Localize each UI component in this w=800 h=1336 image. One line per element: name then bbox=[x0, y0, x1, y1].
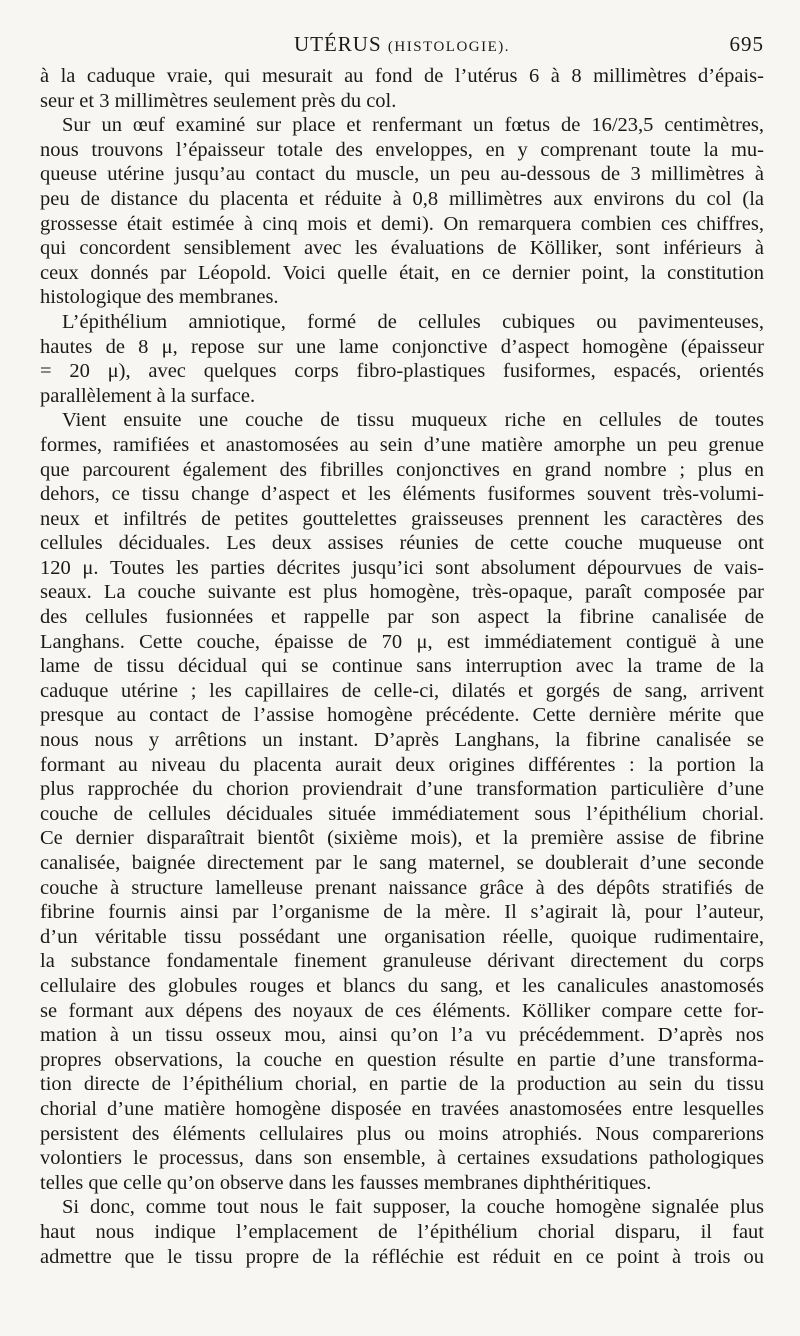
text-line: chorial d’une matière homogène disposée en travées anastomosées entre lesquelles bbox=[40, 1097, 764, 1120]
text-line: seur et 3 millimètres seulement près du col. bbox=[40, 89, 397, 112]
text-line: la substance fondamentale finement granuleuse dérivant directement du corps bbox=[40, 950, 764, 973]
text-line: presque au contact de l’assise homogène précédente. Cette dernière mérite que bbox=[40, 704, 764, 727]
text-line: Ce dernier disparaîtrait bientôt (sixième mois), et la première assise de fibrine bbox=[40, 827, 764, 850]
text-line: couche de cellules déciduales située immédiatement sous l’épithélium chorial. bbox=[40, 802, 764, 825]
text-line: 120 μ. Toutes les parties décrites jusqu’ici sont absolument dépourvues de vais- bbox=[40, 556, 764, 579]
text-line: formes, ramifiées et anastomosées au sein d’une matière amorphe un peu grenue bbox=[40, 433, 764, 456]
text-line: grossesse était estimée à cinq mois et demi). On remarquera combien ces chiffres, bbox=[40, 212, 764, 235]
text-line: persistent des éléments cellulaires plus ou moins atrophiés. Nous comparerions bbox=[40, 1122, 764, 1145]
text-line: dehors, ce tissu change d’aspect et les éléments fusiformes souvent très-volumi- bbox=[40, 483, 764, 506]
running-title-sub: (HISTOLOGIE). bbox=[387, 39, 511, 55]
running-title bbox=[40, 32, 764, 57]
text-line: = 20 μ), avec quelques corps fibro-plastiques fusiformes, espacés, orientés bbox=[40, 360, 764, 383]
paragraph bbox=[40, 113, 764, 310]
text-line: couche à structure lamelleuse prenant naissance grâce à des dépôts stratifiés de bbox=[40, 876, 764, 899]
text-line: neux et infiltrés de petites gouttelettes graisseuses prennent les caractères des bbox=[40, 507, 764, 530]
text-line: nous trouvons l’épaisseur totale des enveloppes, en y comprenant toute la mu- bbox=[40, 138, 764, 161]
text-line: cellules déciduales. Les deux assises réunies de cette couche muqueuse ont bbox=[40, 532, 764, 555]
text-line: haut nous indique l’emplacement de l’épithélium chorial disparu, il faut bbox=[40, 1220, 764, 1243]
text-line: à la caduque vraie, qui mesurait au fond de l’utérus 6 à 8 millimètres d’épais- bbox=[40, 65, 764, 87]
text-line: nous nous y arrêtions un instant. D’après Langhans, la fibrine canalisée se bbox=[40, 729, 764, 752]
text-line: ceux donnés par Léopold. Voici quelle était, en ce dernier point, la constitution bbox=[40, 261, 764, 284]
text-line: canalisée, baignée directement par le sang maternel, se doublerait d’une seconde bbox=[40, 852, 764, 874]
text-line: propres observations, la couche en question résulte en partie d’une transforma- bbox=[40, 1048, 764, 1071]
text-line: formant au niveau du placenta aurait deux origines différentes : la portion la bbox=[40, 753, 764, 776]
document-page bbox=[40, 28, 764, 1269]
text-line: lame de tissu décidual qui se continue sans interruption avec la trame de la bbox=[40, 655, 764, 678]
text-line: tion directe de l’épithélium chorial, en partie de la production au sein du tissu bbox=[40, 1073, 764, 1096]
paragraph bbox=[40, 408, 764, 1195]
page-number: 695 bbox=[729, 32, 764, 56]
text-line: queuse utérine jusqu’au contact du muscle, un peu au-dessous de 3 millimètres à bbox=[40, 163, 764, 186]
text-line: Si donc, comme tout nous le fait supposer, la couche homogène signalée plus bbox=[62, 1196, 764, 1219]
paragraph bbox=[40, 1195, 764, 1269]
text-line: L’épithélium amniotique, formé de cellules cubiques ou pavimenteuses, bbox=[62, 310, 764, 333]
text-line: Vient ensuite une couche de tissu muqueux riche en cellules de toutes bbox=[62, 409, 764, 432]
paragraph bbox=[40, 310, 764, 408]
text-line: caduque utérine ; les capillaires de celle-ci, dilatés et gorgés de sang, arrivent bbox=[40, 679, 764, 702]
text-line: seaux. La couche suivante est plus homogène, très-opaque, paraît composée par bbox=[40, 581, 764, 604]
text-line: parallèlement à la surface. bbox=[40, 384, 256, 407]
text-line: telles que celle qu’on observe dans les fausses membranes diphthéritiques. bbox=[40, 1171, 652, 1194]
text-line: que parcourent également des fibrilles conjonctives en grand nombre ; plus en bbox=[40, 458, 764, 481]
text-line: Sur un œuf examiné sur place et renfermant un fœtus de 16/23,5 centimètres, bbox=[62, 114, 764, 137]
text-line: des cellules fusionnées et rappelle par son aspect la fibrine canalisée de bbox=[40, 606, 764, 629]
text-line: histologique des membranes. bbox=[40, 286, 279, 309]
text-line: cellulaire des globules rouges et blancs du sang, et les canalicules anastomosés bbox=[40, 974, 764, 997]
text-body bbox=[40, 64, 764, 1269]
text-line: peu de distance du placenta et réduite à 0,8 millimètres aux environs du col (la bbox=[40, 187, 764, 210]
text-line: plus rapprochée du chorion proviendrait d’une transformation particulière d’une bbox=[40, 778, 764, 801]
text-line: Langhans. Cette couche, épaisse de 70 μ, est immédiatement contiguë à une bbox=[40, 630, 764, 653]
text-line: admettre que le tissu propre de la réfléchie est réduit en ce point à trois ou bbox=[40, 1245, 764, 1268]
text-line: hautes de 8 μ, repose sur une lame conjonctive d’aspect homogène (épaisseur bbox=[40, 335, 764, 358]
text-line: mation à un tissu osseux mou, ainsi qu’on l’a vu précédemment. D’après nos bbox=[40, 1024, 764, 1047]
text-line: d’un véritable tissu possédant une organisation réelle, quoique rudimentaire, bbox=[40, 925, 764, 948]
text-line: volontiers le processus, dans son ensemble, à certaines exsudations pathologiques bbox=[40, 1147, 764, 1170]
running-header bbox=[40, 28, 764, 64]
running-title-main: UTÉRUS bbox=[293, 32, 382, 56]
text-line: fibrine fournis ainsi par l’organisme de la mère. Il s’agirait là, pour l’auteur, bbox=[40, 901, 764, 924]
paragraph bbox=[40, 64, 764, 113]
text-line: se formant aux dépens des noyaux de ces éléments. Kölliker compare cette for- bbox=[40, 999, 764, 1022]
text-line: qui concordent sensiblement avec les évaluations de Kölliker, sont inférieurs à bbox=[40, 237, 764, 260]
